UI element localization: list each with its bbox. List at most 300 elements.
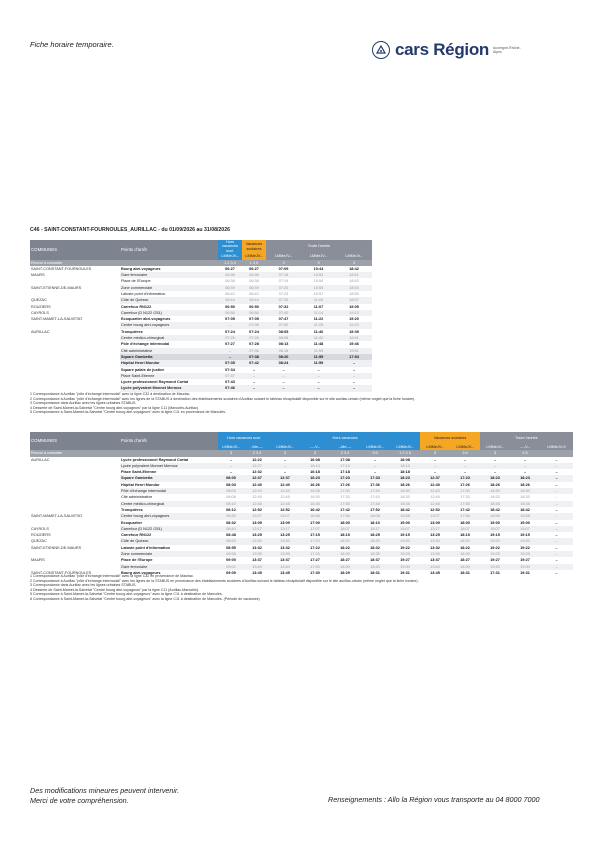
time-cell: 19:25 xyxy=(390,551,420,557)
time-cell: 08:53 xyxy=(218,538,244,544)
time-cell: 17:20 xyxy=(300,538,330,544)
time-cell: 17:36 xyxy=(370,482,380,487)
time-cell: 18:30 xyxy=(360,538,390,544)
stop-cell: Square Gambetta xyxy=(120,475,218,481)
time-cell: 18:58 xyxy=(510,513,540,519)
stop-cell: Square palais de justice xyxy=(121,367,165,372)
footnote: 5 Correspondance à Saint-Mamet-la-Salvetat "Centre bourg abri-voyageurs" avec la ligne C11 en provenance de Marcolès. xyxy=(30,410,227,415)
time-cell: 17:58 xyxy=(330,513,360,519)
commune-cell: MAURS xyxy=(31,558,45,563)
time-cell: 13:09 xyxy=(280,520,290,525)
time-cell: 13:40 xyxy=(420,564,450,570)
time-cell: 17:26 xyxy=(460,482,470,487)
time-cell: 17:48 xyxy=(360,501,390,507)
time-cell: 06:38 xyxy=(249,279,259,284)
time-cell: – xyxy=(555,533,558,538)
time-cell: 11:53 xyxy=(301,348,336,354)
note-ref: 1 2 3 5 xyxy=(390,450,420,456)
footer-disclaimer xyxy=(30,786,179,806)
commune-cell: QUEZAC xyxy=(31,298,47,303)
time-cell: 08:13 xyxy=(278,342,289,347)
stop-cell: Ecoquartier abri-voyageurs xyxy=(121,317,171,322)
time-cell: 07:35 xyxy=(218,360,242,366)
time-cell: 12:40 xyxy=(430,482,440,487)
time-cell: 13:37 xyxy=(252,558,262,563)
time-cell: 17:30 xyxy=(330,488,360,494)
time-cell: – xyxy=(555,520,558,525)
time-cell: 17:23 xyxy=(450,475,480,481)
time-cell: 18:40 xyxy=(360,564,390,570)
days-cell: LMMeJV-- xyxy=(218,253,242,259)
time-cell: 18:22 xyxy=(460,545,470,550)
time-cell: 17:54 xyxy=(336,354,372,360)
time-cell: 13:09 xyxy=(252,520,262,525)
time-cell: 12:27 xyxy=(244,463,270,469)
time-cell: – xyxy=(282,367,285,372)
time-cell: 18:27 xyxy=(340,558,350,563)
time-cell: – xyxy=(555,470,558,475)
time-cell: 18:23 xyxy=(480,475,510,481)
time-cell: 18:17 xyxy=(360,526,390,532)
time-cell: 11:14 xyxy=(301,310,336,316)
time-cell: 13:25 xyxy=(280,533,290,538)
time-cell: 17:40 xyxy=(360,488,390,494)
time-cell: 06:58 xyxy=(242,310,266,316)
note-ref: 3 xyxy=(266,260,301,266)
time-cell: 18:51 xyxy=(336,272,372,278)
commune-cell: MAURS xyxy=(31,273,45,278)
time-cell: 07:47 xyxy=(278,317,289,322)
time-cell: 10:57 xyxy=(313,292,324,296)
time-cell: – xyxy=(266,373,301,379)
time-cell: 08:20 xyxy=(266,354,301,360)
stop-cell: Pôle d'échange intermodal xyxy=(121,342,170,347)
time-cell: – xyxy=(336,373,372,379)
stop-cell: Cité administrative xyxy=(121,495,153,500)
time-cell: 08:30 xyxy=(218,513,244,519)
time-cell: 08:05 xyxy=(278,329,289,334)
days-cell: -Me---- xyxy=(244,444,270,450)
time-cell: 12:45 xyxy=(430,495,440,500)
time-cell: – xyxy=(540,488,573,494)
time-cell: 19:15 xyxy=(400,533,410,538)
stop-cell: Pôle d'échange intermodal xyxy=(120,488,218,494)
time-cell: 07:34 xyxy=(225,367,235,372)
time-cell: 09:09 xyxy=(226,570,236,575)
logo-subtitle: Auvergne-Rhône-Alpes xyxy=(493,45,521,54)
time-cell: 11:40 xyxy=(313,329,324,334)
stop-cell: Lycée professionnel Raymond Cortat xyxy=(121,380,189,385)
time-cell: 08:08 xyxy=(266,335,301,341)
time-cell: 07:20 xyxy=(266,285,301,291)
stop-cell: Zone commerciale xyxy=(120,551,218,557)
time-cell: – xyxy=(523,457,527,462)
time-cell: 16:23 xyxy=(300,475,330,481)
time-cell: 08:32 xyxy=(226,520,236,525)
commune-cell: CAYROLS xyxy=(31,310,49,315)
time-cell: 07:08 xyxy=(242,322,266,328)
commune-cell: ROUZIERS xyxy=(31,533,51,538)
time-cell: 13:07 xyxy=(244,513,270,519)
time-cell: – xyxy=(540,463,573,469)
time-cell: 07:05 xyxy=(249,317,259,322)
commune-cell: SAINT-ETIENNE-DE-MAURS xyxy=(31,545,82,550)
days-cell: LMMeJV-- xyxy=(301,253,336,259)
time-cell: 17:38 xyxy=(450,501,480,507)
time-cell: 17:38 xyxy=(330,501,360,507)
time-cell: 13:17 xyxy=(270,526,300,532)
time-cell: 07:32 xyxy=(278,304,289,309)
time-cell: 18:33 xyxy=(490,495,500,500)
footnote: 3 Correspondance dans Aurillac avec les lignes urbaines STABUS. xyxy=(30,583,137,588)
time-cell: 18:58 xyxy=(480,513,510,519)
time-cell: 19:27 xyxy=(520,558,530,563)
time-cell: 12:48 xyxy=(270,501,300,507)
time-cell: 19:31 xyxy=(400,570,410,575)
time-cell: 08:40 xyxy=(218,526,244,532)
stop-cell: Lycée professionnel Raymond Cortat xyxy=(121,457,189,462)
time-cell: 18:26 xyxy=(520,482,530,487)
time-cell: 13:07 xyxy=(270,513,300,519)
days-cell: LMMeJV-- xyxy=(270,444,300,450)
time-cell: – xyxy=(420,463,450,469)
note-ref: 3 xyxy=(301,260,336,266)
period-group: Toute l'année xyxy=(480,432,573,444)
time-cell: 19:20 xyxy=(390,538,420,544)
time-cell: 18:20 xyxy=(330,538,360,544)
time-cell: 06:50 xyxy=(225,304,235,309)
time-cell: 13:35 xyxy=(270,551,300,557)
stop-cell: Place de l'Europe xyxy=(121,279,151,284)
stop-cell: Carrefour RN122 xyxy=(121,533,152,538)
time-cell: 19:05 xyxy=(349,304,359,309)
time-cell: 18:52 xyxy=(349,279,359,284)
footnote: 2 Correspondance à Aurillac "pôle d'échange intermodal" avec les lignes de la STABUS en provenance des établissements scolaires d'Aurillac suivant le tableau récapitulatif disponible sur le site aurillac-urbain (même onglet que la fiche horaire). xyxy=(30,578,419,583)
note-ref: 3 xyxy=(480,450,510,456)
time-cell: 18:23 xyxy=(510,475,540,481)
time-cell: 07:46 xyxy=(218,385,242,391)
time-cell: 18:57 xyxy=(336,297,372,303)
time-cell: 19:22 xyxy=(520,545,530,550)
footer-line-2: Merci de votre compréhension. xyxy=(30,796,129,805)
time-cell: 12:52 xyxy=(280,507,290,512)
time-cell: – xyxy=(540,564,573,570)
commune-cell xyxy=(30,385,120,391)
time-cell: 18:38 xyxy=(480,501,510,507)
time-cell: 08:08 xyxy=(226,495,236,500)
time-cell: 08:48 xyxy=(226,533,236,538)
time-cell: – xyxy=(229,457,233,462)
time-cell: – xyxy=(373,470,377,475)
time-cell: 18:33 xyxy=(400,495,410,500)
time-cell: 19:27 xyxy=(400,558,410,563)
time-cell: – xyxy=(555,482,558,487)
time-cell: 08:05 xyxy=(218,488,244,494)
commune-cell: SAINT-MAMET-LA-SALVETAT xyxy=(31,514,83,519)
time-cell: 06:36 xyxy=(218,272,242,278)
time-cell: 12:32 xyxy=(252,470,262,475)
time-cell: – xyxy=(229,470,233,475)
time-cell: 18:15 xyxy=(460,533,470,538)
stop-cell: Carrefour (D N122 /251) xyxy=(120,310,218,316)
time-cell: 08:55 xyxy=(226,545,236,550)
time-cell: 17:13 xyxy=(330,463,360,469)
time-cell: 18:10 xyxy=(370,520,380,525)
time-cell: – xyxy=(523,470,527,475)
time-cell: – xyxy=(463,470,467,475)
time-cell: 17:18 xyxy=(340,470,350,475)
time-cell: 13:40 xyxy=(270,564,300,570)
time-cell: 08:18 xyxy=(266,348,301,354)
time-cell: 06:44 xyxy=(242,297,266,303)
time-cell: 18:38 xyxy=(390,501,420,507)
time-cell: 16:18 xyxy=(310,470,320,475)
days-cell: ----V-- xyxy=(300,444,330,450)
time-cell: 18:30 xyxy=(330,564,360,570)
time-cell: 13:35 xyxy=(420,551,450,557)
time-cell: 17:30 xyxy=(450,488,480,494)
note-ref: 3 xyxy=(420,450,450,456)
stop-cell: Lycée polyvalent Monnet Mermoz xyxy=(120,463,218,469)
time-cell: 12:43 xyxy=(270,488,300,494)
time-cell: 18:42 xyxy=(400,507,410,512)
time-cell: – xyxy=(218,348,242,354)
time-cell: 13:35 xyxy=(244,551,270,557)
time-cell: – xyxy=(540,526,573,532)
time-cell: 19:07 xyxy=(480,526,510,532)
footnote: 4 Desserte de Saint-Mamet-la-Salvetat "Centre bourg abri-voyageurs" par la ligne C11 (Aurillac-Marcolès). xyxy=(30,587,200,592)
time-cell: – xyxy=(480,463,510,469)
footnote: 1 Correspondance à Aurillac "pôle d'échange intermodal" avec la ligne C32 à destination de Mauriac. xyxy=(30,392,191,396)
time-cell: 19:15 xyxy=(490,533,500,538)
days-cell: LMMeJV-- xyxy=(242,253,266,259)
time-cell: – xyxy=(360,463,390,469)
time-cell: 07:05 xyxy=(225,317,235,322)
time-cell: 18:07 xyxy=(450,526,480,532)
time-cell: 19:13 xyxy=(336,310,372,316)
time-cell: 13:32 xyxy=(252,545,262,550)
period-group: Toute l'année xyxy=(266,240,372,253)
time-cell: 16:28 xyxy=(300,488,330,494)
time-cell: – xyxy=(266,385,301,391)
time-cell: 19:30 xyxy=(480,564,510,570)
time-cell: 17:42 xyxy=(460,507,470,512)
time-cell: 13:07 xyxy=(420,513,450,519)
time-cell: 08:03 xyxy=(226,482,236,487)
time-cell: – xyxy=(283,457,287,462)
time-cell: 17:23 xyxy=(330,475,360,481)
note-ref: 3 xyxy=(336,260,372,266)
time-cell: 06:39 xyxy=(242,285,266,291)
time-cell: 18:22 xyxy=(340,545,350,550)
time-cell: – xyxy=(555,558,558,563)
time-cell: – xyxy=(555,495,558,500)
time-cell: 13:09 xyxy=(430,520,440,525)
time-cell: 19:30 xyxy=(390,564,420,570)
note-ref: 2 3 4 xyxy=(330,450,360,456)
days-cell: LMMeJV-- xyxy=(480,444,510,450)
time-cell: – xyxy=(352,367,356,372)
time-cell: 11:22 xyxy=(313,317,324,322)
stop-cell: Cité administrative xyxy=(120,348,218,354)
stop-cell: Centre bourg abri-voyageurs xyxy=(120,513,218,519)
stop-cell: Centre médico-chirurgical xyxy=(120,335,218,341)
commune-cell: AURILLAC xyxy=(31,329,50,334)
footnote: 1 Correspondance à Aurillac "pôle d'échange intermodal" avec la ligne C32 en provenance de Mauriac. xyxy=(30,574,194,578)
table-row xyxy=(30,385,372,391)
time-cell: 06:36 xyxy=(242,272,266,278)
time-cell: 19:20 xyxy=(480,538,510,544)
time-cell: – xyxy=(540,551,573,557)
time-cell: 18:31 xyxy=(370,570,380,575)
time-cell: 19:25 xyxy=(480,551,510,557)
time-cell: 17:52 xyxy=(370,507,380,512)
region-badge-icon xyxy=(372,41,390,59)
time-cell: 11:07 xyxy=(313,304,324,309)
time-cell: 16:58 xyxy=(300,513,330,519)
time-cell: – xyxy=(301,373,336,379)
time-cell: 10:44 xyxy=(313,266,324,271)
time-cell: 12:43 xyxy=(420,488,450,494)
time-cell: 06:42 xyxy=(225,292,235,296)
days-cell: LMMeJV-S xyxy=(540,444,573,450)
time-cell: 13:45 xyxy=(430,570,440,575)
time-cell: 18:33 xyxy=(520,495,530,500)
time-cell: 18:23 xyxy=(390,475,420,481)
stop-cell: Place de l'Europe xyxy=(121,558,153,563)
time-cell: 18:26 xyxy=(400,482,410,487)
time-cell: 11:55 xyxy=(301,354,336,360)
time-cell: 17:27 xyxy=(310,558,320,563)
timetable-outbound xyxy=(30,240,372,392)
stop-cell: Place Saint-Etienne xyxy=(121,470,157,475)
time-cell: 18:56 xyxy=(349,292,359,296)
stop-cell: Bourg abri-voyageurs xyxy=(121,266,161,271)
time-cell: – xyxy=(252,367,256,372)
stop-cell: Côte de Quézac xyxy=(120,538,218,544)
time-cell: – xyxy=(433,470,437,475)
days-cell: --Me---- xyxy=(330,444,360,450)
time-cell: 18:30 xyxy=(390,488,420,494)
time-cell: 19:00 xyxy=(520,520,530,525)
time-cell: 13:40 xyxy=(244,564,270,570)
time-cell: – xyxy=(555,545,558,550)
stop-cell: Tronquières xyxy=(121,329,143,334)
stop-cell: Square Gambetta xyxy=(120,354,218,360)
time-cell: 06:27 xyxy=(225,266,235,271)
time-cell: 19:51 xyxy=(336,348,372,354)
time-cell: 13:37 xyxy=(430,558,440,563)
time-cell: 13:30 xyxy=(270,538,300,544)
stop-cell: Côte de Quézac xyxy=(120,297,218,303)
time-cell: 18:32 xyxy=(370,545,380,550)
time-cell: 07:26 xyxy=(218,335,242,341)
time-cell: 19:46 xyxy=(349,342,359,347)
time-cell: 18:13 xyxy=(390,463,420,469)
time-cell: 12:37 xyxy=(270,475,300,481)
time-cell: 18:30 xyxy=(450,564,480,570)
time-cell: – xyxy=(242,373,266,379)
time-cell: 18:42 xyxy=(349,266,359,271)
time-cell: 12:43 xyxy=(244,488,270,494)
days-cell: ----V-- xyxy=(510,444,540,450)
stop-cell: Tronquières xyxy=(121,507,143,512)
line-title: C46 - SAINT-CONSTANT-FOURNOULES_AURILLAC - du 01/09/2026 au 31/08/2026 xyxy=(30,227,230,233)
time-cell: 07:26 xyxy=(242,335,266,341)
time-cell: 18:29 xyxy=(340,570,350,575)
note-ref: 2 3 4 xyxy=(244,450,270,456)
note-ref: 3 6 xyxy=(450,450,480,456)
time-cell: 19:25 xyxy=(510,551,540,557)
time-cell: 17:07 xyxy=(300,526,330,532)
time-cell: 19:27 xyxy=(490,558,500,563)
time-cell: 07:24 xyxy=(225,329,235,334)
footer-line-1: Des modifications mineures peuvent intervenir. xyxy=(30,786,180,795)
time-cell: 17:33 xyxy=(360,475,390,481)
time-cell: 18:08 xyxy=(360,513,390,519)
time-cell: 18:42 xyxy=(490,507,500,512)
time-cell: – xyxy=(218,354,242,360)
time-cell: 07:27 xyxy=(225,342,235,347)
time-cell: 06:39 xyxy=(218,285,242,291)
time-cell: 19:07 xyxy=(390,526,420,532)
time-cell: – xyxy=(283,470,287,475)
time-cell: 18:00 xyxy=(460,520,470,525)
stop-cell: Latoste point d'information xyxy=(121,545,170,550)
time-cell: – xyxy=(540,501,573,507)
time-cell: 18:25 xyxy=(330,551,360,557)
stop-cell: Lycée polyvalent Monnet Mermoz xyxy=(120,385,218,391)
time-cell: – xyxy=(336,385,372,391)
header-communes: COMMUNES xyxy=(30,432,120,450)
time-cell: 18:38 xyxy=(510,501,540,507)
commune-cell: AURILLAC xyxy=(31,457,50,462)
time-cell: 07:40 xyxy=(266,310,301,316)
time-cell: 12:48 xyxy=(420,501,450,507)
time-cell: 18:27 xyxy=(460,558,470,563)
notes-label: Renvoi à consulter xyxy=(30,450,218,456)
time-cell: 16:42 xyxy=(310,507,320,512)
time-cell: 07:09 xyxy=(278,266,289,271)
time-cell: – xyxy=(555,457,558,462)
period-group: Vacances scolaires xyxy=(420,432,480,444)
commune-cell: SAINT-MAMET-LA-SALVETAT xyxy=(31,317,83,322)
time-cell: 16:08 xyxy=(310,457,320,462)
time-cell: 13:30 xyxy=(420,538,450,544)
days-cell: LMMeJV-- xyxy=(420,444,450,450)
time-cell: 07:18 xyxy=(266,272,301,278)
time-cell: 17:42 xyxy=(340,507,350,512)
stop-cell: Carrefour (D N122 /251) xyxy=(120,526,218,532)
time-cell: 10:53 xyxy=(301,272,336,278)
time-cell: 19:00 xyxy=(490,520,500,525)
time-cell: 11:42 xyxy=(301,335,336,341)
time-cell: 17:30 xyxy=(310,570,320,575)
time-cell: 13:32 xyxy=(280,545,290,550)
time-cell: – xyxy=(433,457,437,462)
stop-cell: Zone commerciale xyxy=(120,285,218,291)
time-cell: – xyxy=(463,457,467,462)
note-ref: 1 5 xyxy=(510,450,540,456)
note-ref: 1 3 5 xyxy=(242,260,266,266)
commune-cell: SAINT-ETIENNE-DE-MAURS xyxy=(31,285,82,290)
commune-cell: ROUZIERS xyxy=(31,304,51,309)
time-cell: – xyxy=(282,380,285,385)
time-cell: – xyxy=(317,380,320,385)
time-cell: 06:58 xyxy=(218,310,242,316)
time-cell: 16:38 xyxy=(300,501,330,507)
time-cell: 06:44 xyxy=(218,297,242,303)
